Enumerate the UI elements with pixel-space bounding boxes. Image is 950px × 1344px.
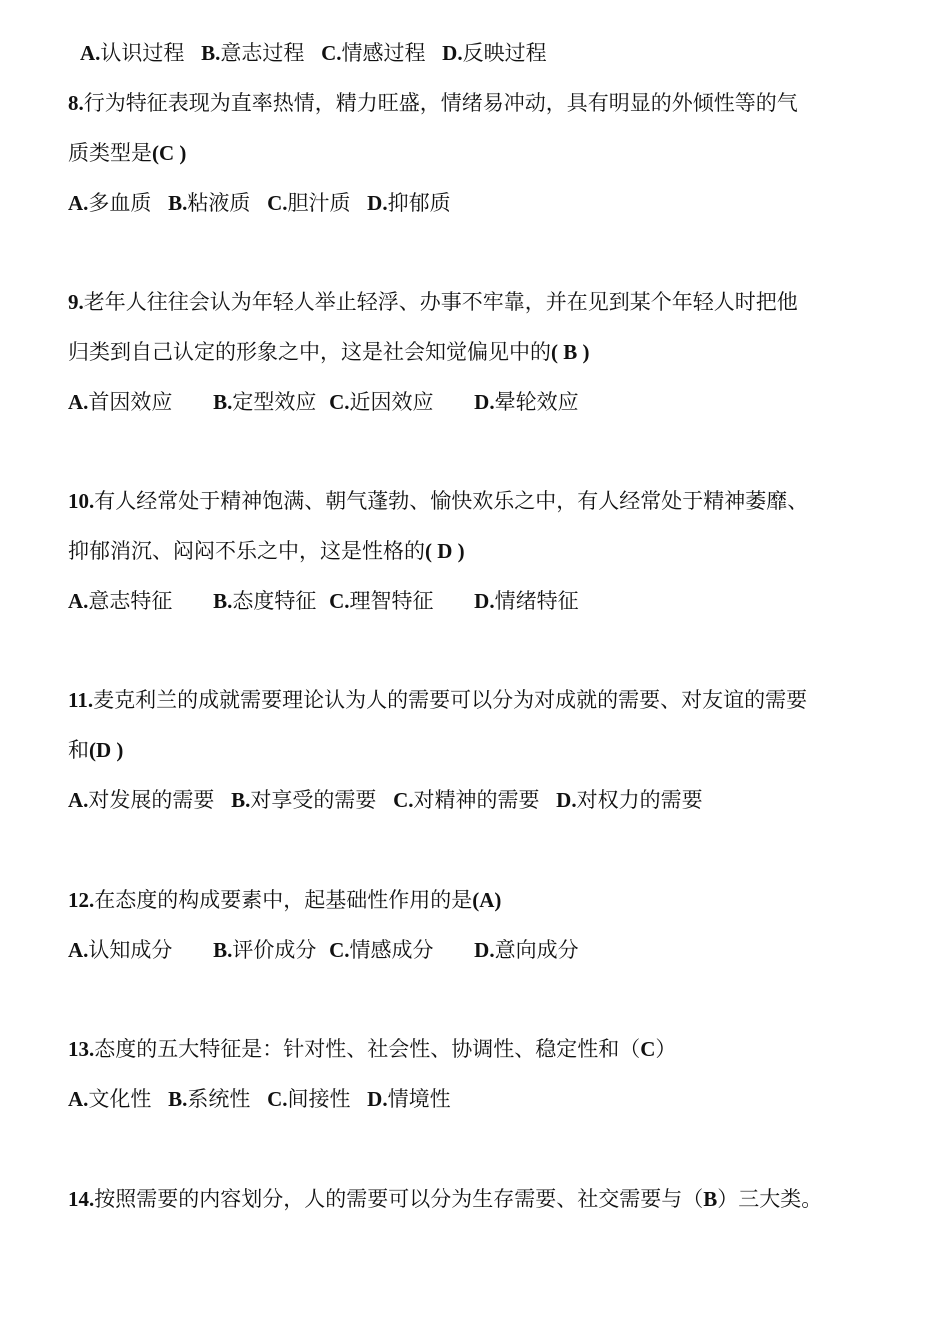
- option-b: B.粘液质: [168, 191, 251, 215]
- option-c: C.情感成分: [329, 938, 434, 962]
- question-11-options: [68, 785, 713, 815]
- option-c: C.间接性: [267, 1087, 351, 1111]
- top-options-line: [80, 38, 557, 68]
- option-c: C.胆汁质: [267, 191, 351, 215]
- option-b: B.态度特征: [213, 589, 317, 613]
- question-13-line-1: 13.态度的五大特征是：针对性、社会性、协调性、稳定性和（C）: [68, 1037, 677, 1061]
- option-c: C.理智特征: [329, 589, 434, 613]
- option-b: B.定型效应: [213, 390, 317, 414]
- question-11-line-2: 和(D ): [68, 738, 124, 762]
- option-d: D.对权力的需要: [556, 788, 703, 812]
- answer: ( D ): [425, 539, 465, 563]
- option-d: D.晕轮效应: [474, 390, 579, 414]
- answer: B: [703, 1187, 718, 1211]
- question-14-line-1: 14.按照需要的内容划分，人的需要可以分为生存需要、社交需要与（B）三大类。: [68, 1187, 823, 1211]
- option-d: D.抑郁质: [367, 191, 451, 215]
- question-10-options: [68, 586, 613, 616]
- option-a: A.认知成分: [68, 938, 173, 962]
- question-9-line-2: 归类到自己认定的形象之中，这是社会知觉偏见中的( B ): [68, 340, 590, 364]
- question-10-line-2: 抑郁消沉、闷闷不乐之中，这是性格的( D ): [68, 539, 465, 563]
- answer: (A): [472, 888, 502, 912]
- question-12-options: [68, 935, 613, 965]
- answer: C: [640, 1037, 656, 1061]
- option-b: B.评价成分: [213, 938, 317, 962]
- option-b: B.对享受的需要: [231, 788, 377, 812]
- question-9-options: [68, 387, 613, 417]
- option-c: C.对精神的需要: [393, 788, 540, 812]
- option-a: A.多血质: [68, 191, 152, 215]
- question-13-options: [68, 1084, 461, 1114]
- answer: ( B ): [551, 340, 590, 364]
- option-a: A.意志特征: [68, 589, 173, 613]
- option-a: A.文化性: [68, 1087, 152, 1111]
- option-b: B.系统性: [168, 1087, 251, 1111]
- answer: (C ): [152, 141, 187, 165]
- option-d: D.意向成分: [474, 938, 579, 962]
- question-8-line-1: 8.行为特征表现为直率热情，精力旺盛，情绪易冲动，具有明显的外倾性等的气: [68, 91, 798, 115]
- question-11-line-1: 11.麦克利兰的成就需要理论认为人的需要可以分为对成就的需要、对友谊的需要: [68, 688, 808, 712]
- option-a: A.首因效应: [68, 390, 173, 414]
- option-d: D.情绪特征: [474, 589, 579, 613]
- answer: (D ): [89, 738, 124, 762]
- option-d: D.反映过程: [442, 41, 547, 65]
- option-c: C.情感过程: [321, 41, 426, 65]
- question-8-options: [68, 188, 461, 218]
- question-8-line-2: 质类型是(C ): [68, 141, 187, 165]
- question-9-line-1: 9.老年人往往会认为年轻人举止轻浮、办事不牢靠，并在见到某个年轻人时把他: [68, 290, 798, 314]
- question-12-line-1: 12.在态度的构成要素中，起基础性作用的是(A): [68, 888, 502, 912]
- option-c: C.近因效应: [329, 390, 434, 414]
- option-a: A.对发展的需要: [68, 788, 215, 812]
- option-d: D.情境性: [367, 1087, 451, 1111]
- option-a: A.认识过程: [80, 41, 185, 65]
- question-10-line-1: 10.有人经常处于精神饱满、朝气蓬勃、愉快欢乐之中，有人经常处于精神萎靡、: [68, 489, 809, 513]
- option-b: B.意志过程: [201, 41, 305, 65]
